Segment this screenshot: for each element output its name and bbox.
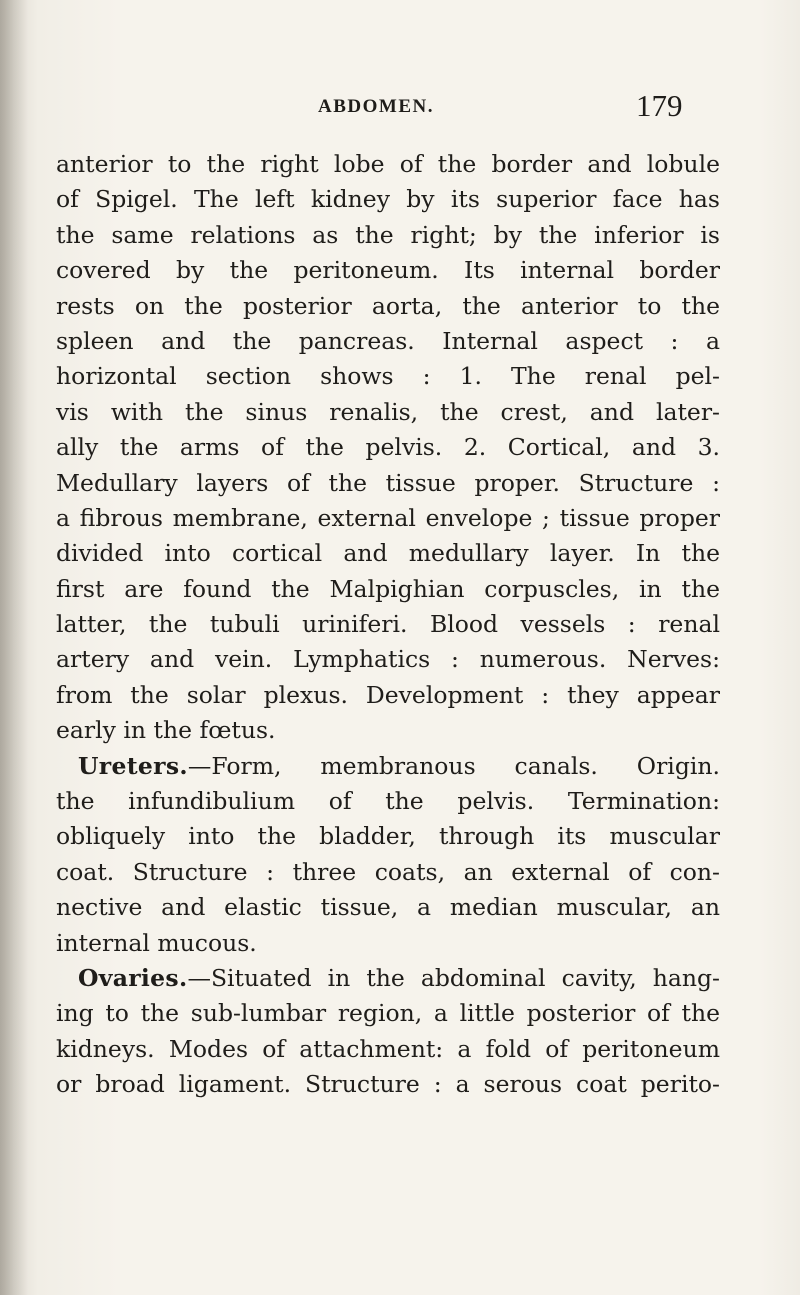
text-line: covered by the peritoneum. Its internal border: [56, 256, 720, 285]
text-line: latter, the tubuli uriniferi. Blood vessels : renal: [56, 610, 720, 639]
section-heading-ovaries: Ovaries.: [78, 963, 188, 992]
ovaries-first-line: —Situated in the abdominal cavity, hang-: [187, 963, 720, 992]
text-line: coat. Structure : three coats, an external of con-: [56, 857, 720, 886]
text-line: or broad ligament. Structure : a serous coat perito-: [56, 1070, 720, 1099]
binding-shadow: [0, 0, 28, 1295]
kidney-paragraph: [56, 147, 720, 749]
text-line: divided into cortical and medullary layer. In the: [56, 539, 720, 568]
text-line: a fibrous membrane, external envelope ; tissue proper: [56, 503, 720, 532]
text-line: ally the arms of the pelvis. 2. Cortical, and 3.: [56, 433, 720, 462]
ureters-first-line: —Form, membranous canals. Origin.: [187, 751, 720, 780]
ovaries-paragraph: [56, 961, 720, 1103]
section-heading-ureters: Ureters.: [78, 751, 188, 780]
body-text: [56, 147, 720, 1103]
text-line: [56, 961, 720, 996]
text-line: horizontal section shows : 1. The renal pel-: [56, 362, 720, 391]
text-line: first are found the Malpighian corpuscles, in the: [56, 574, 720, 603]
text-line: spleen and the pancreas. Internal aspect : a: [56, 326, 720, 355]
text-line: Medullary layers of the tissue proper. Structure :: [56, 468, 720, 497]
text-line: [56, 749, 720, 784]
running-header: [0, 88, 800, 128]
text-line: early in the fœtus.: [56, 716, 276, 745]
text-line: internal mucous.: [56, 928, 257, 957]
page-number: 179: [636, 88, 683, 123]
text-line: from the solar plexus. Development : they appear: [56, 680, 720, 709]
text-line: obliquely into the bladder, through its muscular: [56, 822, 720, 851]
text-line: vis with the sinus renalis, the crest, and later-: [56, 397, 720, 426]
text-line: artery and vein. Lymphatics : numerous. Nerves:: [56, 645, 720, 674]
text-line: ing to the sub-lumbar region, a little posterior of the: [56, 999, 720, 1028]
text-line: kidneys. Modes of attachment: a fold of peritoneum: [56, 1034, 720, 1063]
text-line: of Spigel. The left kidney by its superior face has: [56, 185, 720, 214]
text-line: anterior to the right lobe of the border and lobule: [56, 150, 720, 178]
text-line: the infundibulium of the pelvis. Termination:: [56, 787, 720, 816]
text-line: rests on the posterior aorta, the anterior to the: [56, 291, 720, 320]
ureters-paragraph: [56, 749, 720, 961]
running-title: ABDOMEN.: [318, 96, 434, 117]
text-line: nective and elastic tissue, a median muscular, an: [56, 893, 720, 922]
text-line: the same relations as the right; by the inferior is: [56, 220, 720, 249]
